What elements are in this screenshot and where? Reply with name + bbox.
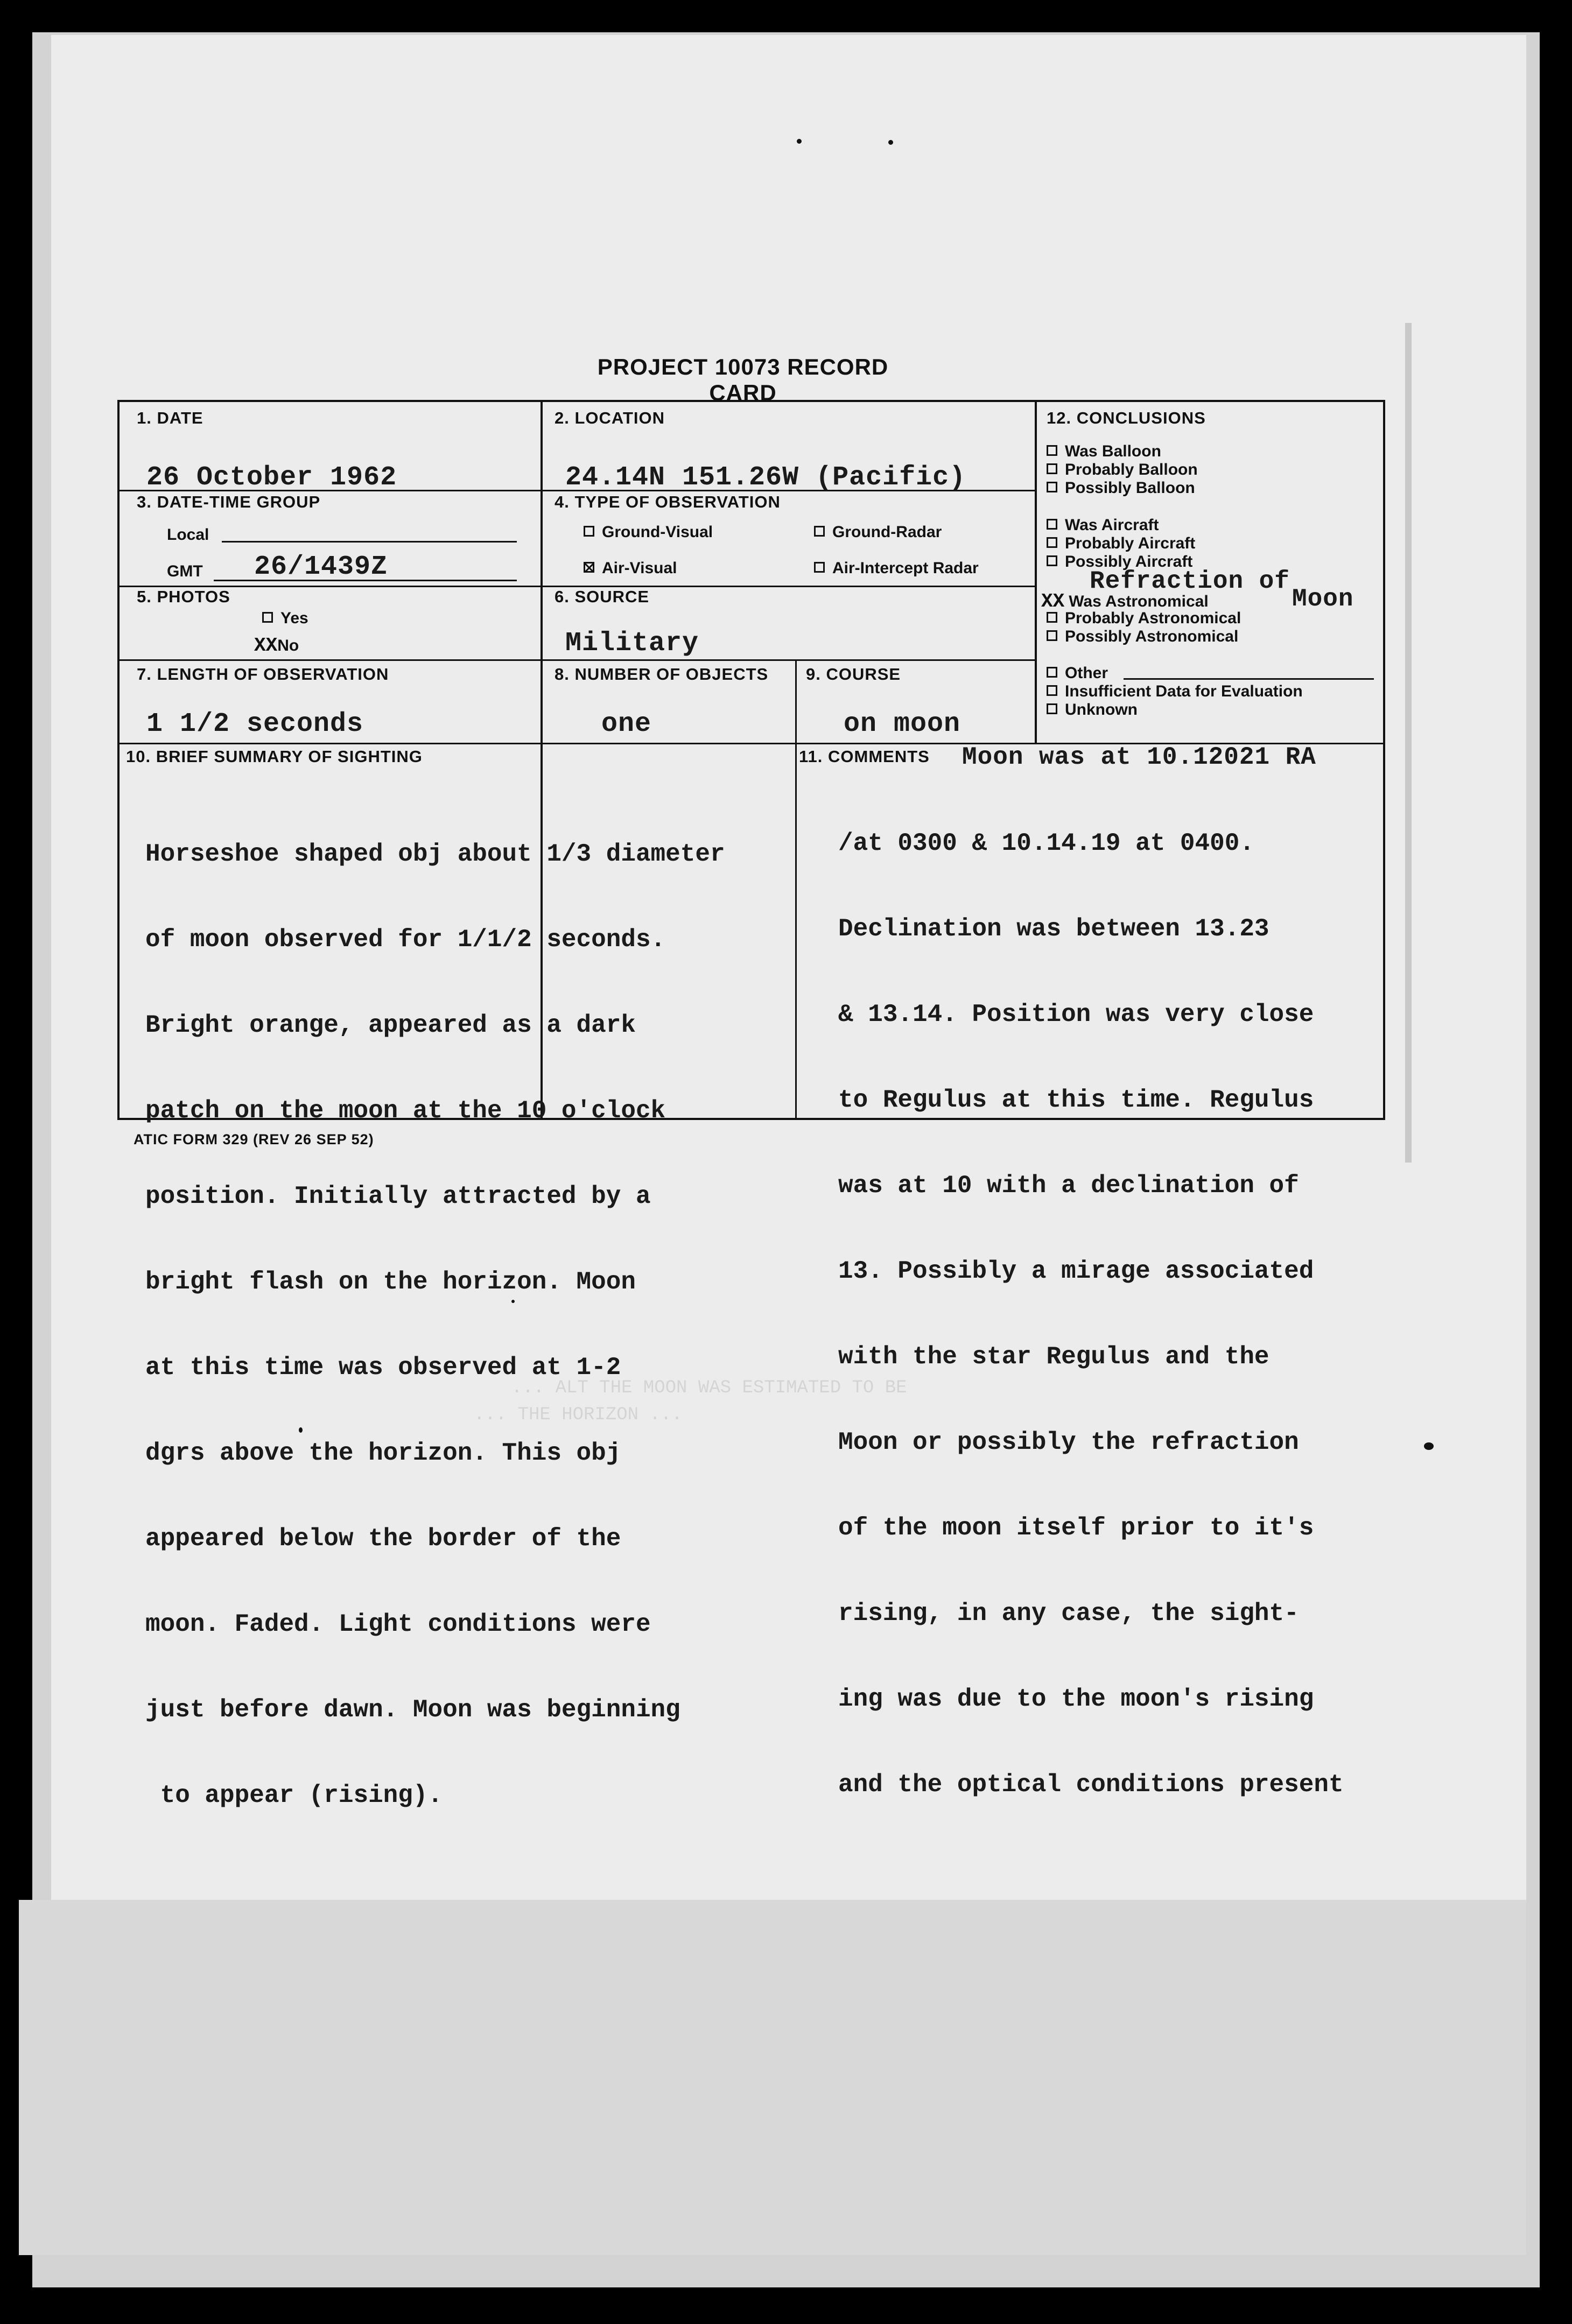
card-title: PROJECT 10073 RECORD CARD [597, 354, 889, 405]
summary-text [145, 783, 725, 1867]
comments-line: & 13.14. Position was very close [838, 1001, 1314, 1029]
col-divider-2 [1035, 402, 1037, 744]
conclusion-insufficient-data: Insufficient Data for Evaluation [1047, 682, 1303, 701]
comments-line: 13. Possibly a mirage associated [838, 1257, 1314, 1285]
checkbox-ground-visual [584, 526, 594, 537]
dust-speck [299, 1427, 303, 1433]
summary-line: to appear (rising). [145, 1781, 443, 1809]
conclusion-possibly-balloon: Possibly Balloon [1047, 479, 1195, 497]
type-air-intercept: Air-Intercept Radar [814, 559, 979, 578]
bleed-through-text-1: ... ALT THE MOON WAS ESTIMATED TO BE [511, 1378, 907, 1398]
number-label: 8. NUMBER OF OBJECTS [555, 665, 769, 684]
conclusion-possibly-astronomical: Possibly Astronomical [1047, 628, 1238, 646]
summary-label: 10. BRIEF SUMMARY OF SIGHTING [126, 747, 423, 766]
summary-line: just before dawn. Moon was beginning [145, 1696, 680, 1724]
length-label: 7. LENGTH OF OBSERVATION [137, 665, 389, 684]
summary-line: position. Initially attracted by a [145, 1182, 651, 1210]
conclusion-unknown: Unknown [1047, 701, 1138, 719]
gmt-label: GMT [167, 562, 203, 580]
dust-speck [1424, 1442, 1434, 1450]
datetime-label: 3. DATE-TIME GROUP [137, 492, 321, 511]
col-divider-3 [795, 659, 797, 1120]
conclusion-probably-aircraft: Probably Aircraft [1047, 534, 1195, 553]
form-id: ATIC FORM 329 (REV 26 SEP 52) [134, 1131, 374, 1147]
bleed-through-text-2: ... THE HORIZON ... [474, 1405, 683, 1425]
photos-label: 5. PHOTOS [137, 587, 230, 606]
summary-line: moon. Faded. Light conditions were [145, 1610, 651, 1638]
comments-line: Moon or possibly the refraction [838, 1428, 1299, 1456]
comments-line: rising, in any case, the sight- [838, 1600, 1299, 1628]
comments-text [838, 772, 1344, 1856]
gmt-value: 26/1439Z [254, 552, 388, 582]
location-value: 24.14N 151.26W (Pacific) [565, 462, 966, 493]
comments-line: was at 10 with a declination of [838, 1172, 1299, 1200]
summary-line: at this time was observed at 1-2 [145, 1354, 621, 1382]
sheet-edge [1405, 323, 1412, 1163]
checkbox-air-visual-checked [584, 562, 594, 573]
date-label: 1. DATE [137, 409, 203, 427]
summary-line: patch on the moon at the 10 o'clock [145, 1097, 666, 1125]
photos-no-mark: XX [254, 635, 278, 657]
checkbox-possibly-balloon [1047, 482, 1057, 492]
summary-line: appeared below the border of the [145, 1525, 621, 1553]
conclusion-possibly-aircraft: Possibly Aircraft [1047, 553, 1192, 571]
photos-yes: Yes [262, 609, 308, 628]
checkbox-air-intercept [814, 562, 825, 573]
type-ground-radar: Ground-Radar [814, 523, 942, 541]
course-value: on moon [844, 709, 961, 740]
local-label: Local [167, 526, 209, 544]
summary-line: bright flash on the horizon. Moon [145, 1268, 636, 1296]
location-label: 2. LOCATION [555, 409, 665, 427]
comments-line: to Regulus at this time. Regulus [838, 1086, 1314, 1114]
checkbox-ground-radar [814, 526, 825, 537]
other-underline [1124, 678, 1374, 680]
astronomical-mark: XX [1041, 590, 1065, 612]
dust-speck [888, 140, 893, 145]
checkbox-possibly-astronomical [1047, 630, 1057, 641]
comments-line: ing was due to the moon's rising [838, 1685, 1314, 1713]
checkbox-unknown [1047, 703, 1057, 714]
number-value: one [601, 709, 652, 740]
conclusion-was-astronomical: XX Was Astronomical [1041, 590, 1209, 612]
checkbox-possibly-aircraft [1047, 555, 1057, 566]
row-divider-3 [120, 659, 1035, 661]
checkbox-photos-yes [262, 612, 273, 623]
local-underline [222, 541, 517, 543]
checkbox-probably-astronomical [1047, 612, 1057, 623]
comments-line: /at 0300 & 10.14.19 at 0400. [838, 829, 1254, 857]
checkbox-probably-aircraft [1047, 537, 1057, 548]
comments-line: Declination was between 13.23 [838, 915, 1269, 943]
sheet-lower-band [19, 1900, 1526, 2255]
checkbox-was-balloon [1047, 445, 1057, 456]
checkbox-was-aircraft [1047, 519, 1057, 530]
checkbox-other [1047, 667, 1057, 678]
comments-first-line: Moon was at 10.12021 RA [962, 743, 1316, 771]
comments-line: of the moon itself prior to it's [838, 1514, 1314, 1542]
type-air-visual: Air-Visual [584, 559, 677, 578]
summary-line: Bright orange, appeared as a dark [145, 1011, 636, 1039]
comments-line: with the star Regulus and the [838, 1343, 1269, 1371]
summary-line: of moon observed for 1/1/2 seconds. [145, 926, 666, 954]
conclusion-typed-note-2: Moon [1292, 585, 1354, 613]
conclusion-probably-balloon: Probably Balloon [1047, 461, 1198, 479]
conclusions-label: 12. CONCLUSIONS [1047, 409, 1206, 427]
checkbox-probably-balloon [1047, 463, 1057, 474]
length-value: 1 1/2 seconds [146, 709, 364, 740]
conclusion-was-aircraft: Was Aircraft [1047, 516, 1159, 534]
type-label: 4. TYPE OF OBSERVATION [555, 492, 781, 511]
photos-no: XXNo [254, 635, 299, 657]
source-value: Military [565, 628, 699, 659]
course-label: 9. COURSE [806, 665, 901, 684]
summary-line: Horseshoe shaped obj about 1/3 diameter [145, 840, 725, 868]
date-value: 26 October 1962 [146, 462, 397, 493]
conclusion-probably-astronomical: Probably Astronomical [1047, 609, 1241, 628]
conclusion-typed-note-1: Refraction of [1090, 567, 1290, 595]
conclusion-was-balloon: Was Balloon [1047, 442, 1161, 461]
comments-label: 11. COMMENTS [799, 747, 930, 766]
conclusion-other: Other [1047, 664, 1108, 682]
type-ground-visual: Ground-Visual [584, 523, 713, 541]
source-label: 6. SOURCE [555, 587, 650, 606]
dust-speck [511, 1300, 515, 1303]
checkbox-insufficient-data [1047, 685, 1057, 696]
summary-line: dgrs above the horizon. This obj [145, 1439, 621, 1467]
dust-speck [797, 139, 802, 144]
comments-line: and the optical conditions present [838, 1771, 1344, 1799]
